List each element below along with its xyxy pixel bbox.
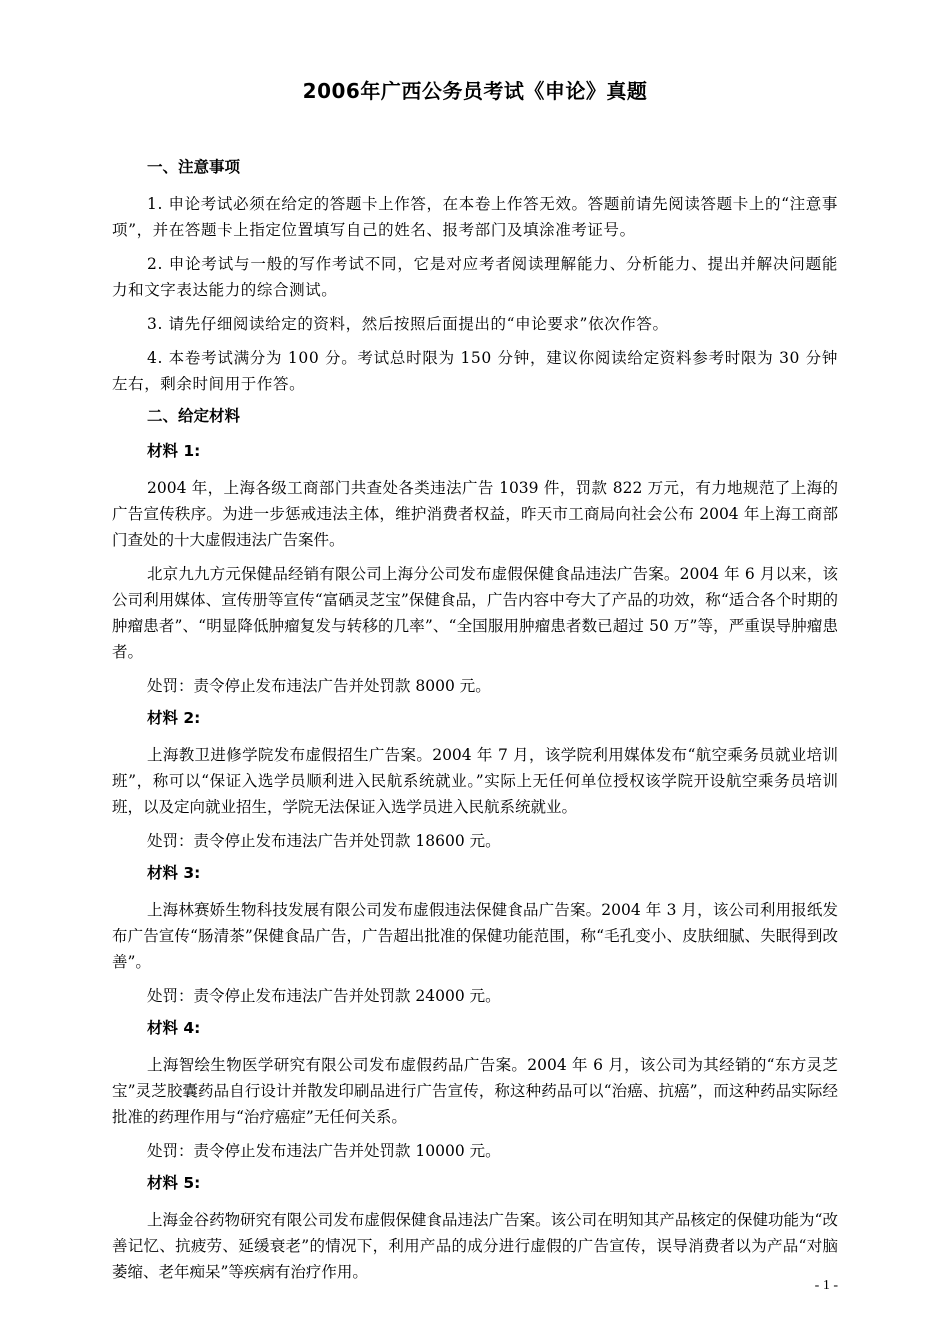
material-2-label: 材料 2:	[147, 709, 201, 727]
materials-heading: 二、给定材料	[147, 407, 241, 425]
materials-section	[112, 405, 838, 1285]
notes-item-1: 1. 申论考试必须在给定的答题卡上作答，在本卷上作答无效。答题前请先阅读答题卡上的“注意事项”，并在答题卡上指定位置填写自己的姓名、报考部门及填涂准考证号。	[112, 195, 838, 239]
material-4-label: 材料 4:	[147, 1019, 201, 1037]
material-1-penalty: 处罚：责令停止发布违法广告并处罚款 8000 元。	[147, 677, 491, 695]
material-4-paragraph-1: 上海智绘生物医学研究有限公司发布虚假药品广告案。2004 年 6 月，该公司为其经销的“东方灵芝宝”灵芝胶囊药品自行设计并散发印刷品进行广告宣传，称这种药品可以“治癌、抗癌”，而这种药品实际经批准的药理作用与“治疗癌症”无任何关系。	[112, 1056, 838, 1126]
document-title: 2006年广西公务员考试《申论》真题	[302, 79, 648, 103]
notes-item-4: 4. 本卷考试满分为 100 分。考试总时限为 150 分钟，建议你阅读给定资料参考时限为 30 分钟左右，剩余时间用于作答。	[112, 349, 838, 393]
notes-item-3: 3. 请先仔细阅读给定的资料，然后按照后面提出的“申论要求”依次作答。	[147, 315, 669, 333]
notes-heading: 一、注意事项	[147, 158, 241, 176]
material-2-paragraph-1: 上海教卫进修学院发布虚假招生广告案。2004 年 7 月，该学院利用媒体发布“航空乘务员就业培训班”，称可以“保证入选学员顺利进入民航系统就业。”实际上无任何单位授权该学院开设航空乘务员培训班，以及定向就业招生，学院无法保证入选学员进入民航系统就业。	[112, 746, 838, 816]
material-1-label: 材料 1:	[147, 442, 201, 460]
material-5-paragraph-1: 上海金谷药物研究有限公司发布虚假保健食品违法广告案。该公司在明知其产品核定的保健功能为“改善记忆、抗疲劳、延缓衰老”的情况下，利用产品的成分进行虚假的广告宣传，误导消费者以为产品“对脑萎缩、老年痴呆”等疾病有治疗作用。	[112, 1211, 838, 1281]
material-5-label: 材料 5:	[147, 1174, 201, 1192]
material-1-paragraph-2: 北京九九方元保健品经销有限公司上海分公司发布虚假保健食品违法广告案。2004 年 6 月以来，该公司利用媒体、宣传册等宣传“富硒灵芝宝”保健食品，广告内容中夸大了产品的功效，称“适合各个时期的肿瘤患者”、“明显降低肿瘤复发与转移的几率”、“全国服用肿瘤患者数已超过 50 万”等，严重误导肿瘤患者。	[112, 565, 838, 661]
notes-item-2: 2. 申论考试与一般的写作考试不同，它是对应考者阅读理解能力、分析能力、提出并解决问题能力和文字表达能力的综合测试。	[112, 255, 838, 299]
material-1-paragraph-1: 2004 年，上海各级工商部门共查处各类违法广告 1039 件，罚款 822 万元，有力地规范了上海的广告宣传秩序。为进一步惩戒违法主体，维护消费者权益，昨天市工商局向社会公布 2004 年上海工商部门查处的十大虚假违法广告案件。	[112, 479, 838, 549]
material-3-penalty: 处罚：责令停止发布违法广告并处罚款 24000 元。	[147, 987, 501, 1005]
material-4-penalty: 处罚：责令停止发布违法广告并处罚款 10000 元。	[147, 1142, 501, 1160]
material-2-penalty: 处罚：责令停止发布违法广告并处罚款 18600 元。	[147, 832, 501, 850]
page-number: - 1 -	[814, 1278, 838, 1293]
notes-section	[112, 156, 838, 397]
material-3-paragraph-1: 上海林赛娇生物科技发展有限公司发布虚假违法保健食品广告案。2004 年 3 月，该公司利用报纸发布广告宣传“肠清茶”保健食品广告，广告超出批准的保健功能范围，称“毛孔变小、皮肤细腻、失眠得到改善”。	[112, 901, 838, 971]
material-3-label: 材料 3:	[147, 864, 201, 882]
